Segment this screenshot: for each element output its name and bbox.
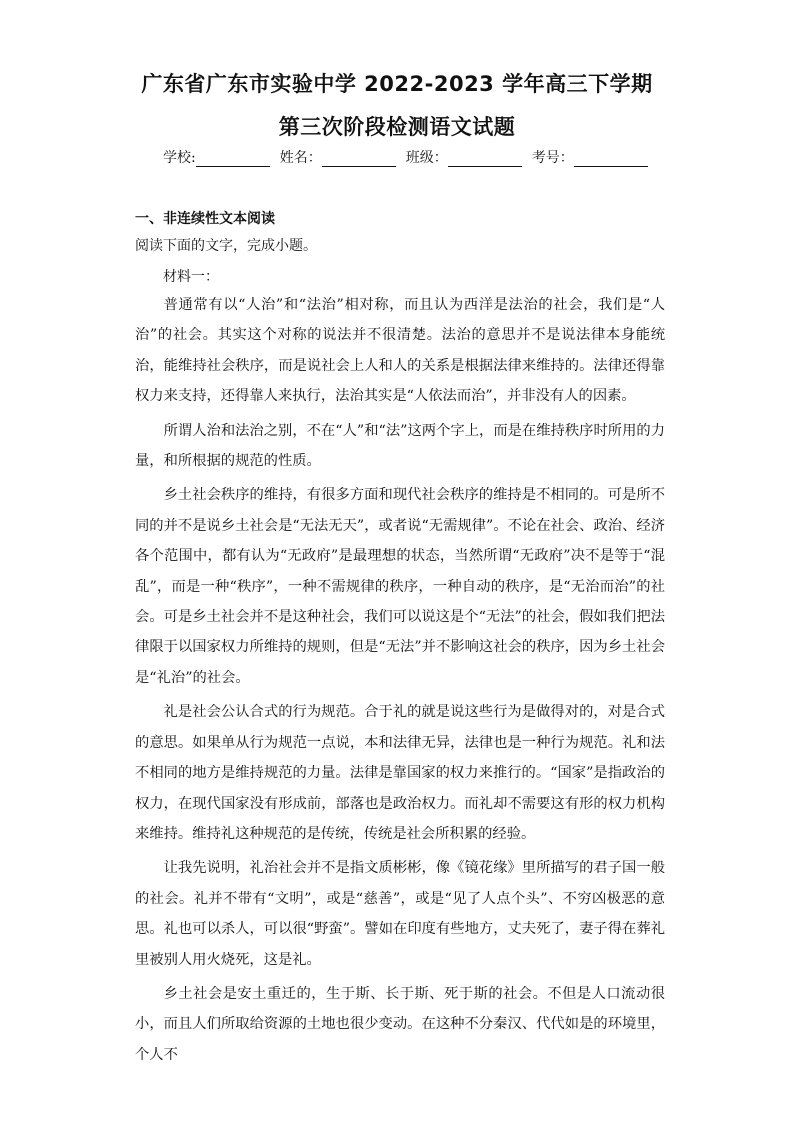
class-blank[interactable] bbox=[448, 152, 522, 167]
exam-number-field bbox=[532, 147, 658, 167]
passage-paragraph: 普通常有以“人治”和“法治”相对称，而且认为西洋是法治的社会，我们是“人治”的社会。其实这个对称的说法并不很清楚。法治的意思并不是说法律本身能统治，能维持社会秩序，而是说社会上人和人的关系是根据法律来维持的。法律还得靠权力来支持，还得靠人来执行，法治其实是“人依法而治”，并非没有人的因素。 bbox=[135, 297, 665, 405]
passage-paragraph: 所谓人治和法治之别，不在“人”和“法”这两个字上，而是在维持秩序时所用的力量，和所根据的规范的性质。 bbox=[135, 422, 665, 470]
material-label: 材料一： bbox=[163, 269, 219, 285]
student-info-row bbox=[163, 147, 643, 167]
reading-instruction: 阅读下面的文字，完成小题。 bbox=[135, 238, 317, 254]
school-field bbox=[163, 147, 280, 167]
exam-title-line1: 广东省广东市实验中学 2022-2023 学年高三下学期 bbox=[141, 72, 653, 96]
class-label: 班级： bbox=[405, 150, 448, 166]
school-blank[interactable] bbox=[196, 152, 270, 167]
passage-paragraph: 乡土社会秩序的维持，有很多方面和现代社会秩序的维持是不相同的。可是所不同的并不是说乡土社会是“无法无天”，或者说“无需规律”。不论在社会、政治、经济各个范围中，都有认为“无政府”是最理想的状态，当然所谓“无政府”决不是等于“混乱”，而是一种“秩序”，一种不需规律的秩序，一种自动的秩序，是“无治而治”的社会。可是乡土社会并不是这种社会，我们可以说这是个“无法”的社会，假如我们把法律限于以国家权力所维持的规则，但是“无法”并不影响这社会的秩序，因为乡土社会是“礼治”的社会。 bbox=[135, 487, 665, 686]
class-field bbox=[406, 147, 532, 167]
passage-paragraph: 礼是社会公认合式的行为规范。合于礼的就是说这些行为是做得对的，对是合式的意思。如果单从行为规范一点说，本和法律无异，法律也是一种行为规范。礼和法不相同的地方是维持规范的力量。法律是靠国家的权力来推行的。“国家”是指政治的权力，在现代国家没有形成前，部落也是政治权力。而礼却不需要这有形的权力机构来维持。维持礼这种规范的是传统，传统是社会所积累的经验。 bbox=[135, 704, 665, 842]
passage-paragraph: 让我先说明，礼治社会并不是指文质彬彬，像《镜花缘》里所描写的君子国一般的社会。礼并不带有“文明”，或是“慈善”，或是“见了人点个头”、不穷凶极恶的意思。礼也可以杀人，可以很“野蛮”。譬如在印度有些地方，丈夫死了，妻子得在葬礼里被别人用火烧死，这是礼。 bbox=[135, 860, 665, 968]
name-label: 姓名： bbox=[279, 150, 322, 166]
reading-passage bbox=[135, 290, 665, 1074]
name-field bbox=[280, 147, 406, 167]
passage-paragraph: 乡土社会是安土重迁的，生于斯、长于斯、死于斯的社会。不但是人口流动很小，而且人们所取给资源的土地也很少变动。在这种不分秦汉、代代如是的环境里，个人不 bbox=[135, 985, 665, 1063]
section-heading: 一、非连续性文本阅读 bbox=[135, 211, 275, 227]
exam-number-blank[interactable] bbox=[574, 152, 648, 167]
exam-number-label: 考号： bbox=[531, 150, 574, 166]
name-blank[interactable] bbox=[322, 152, 396, 167]
school-label: 学校: bbox=[163, 150, 196, 166]
exam-title-line2: 第三次阶段检测语文试题 bbox=[278, 115, 516, 139]
